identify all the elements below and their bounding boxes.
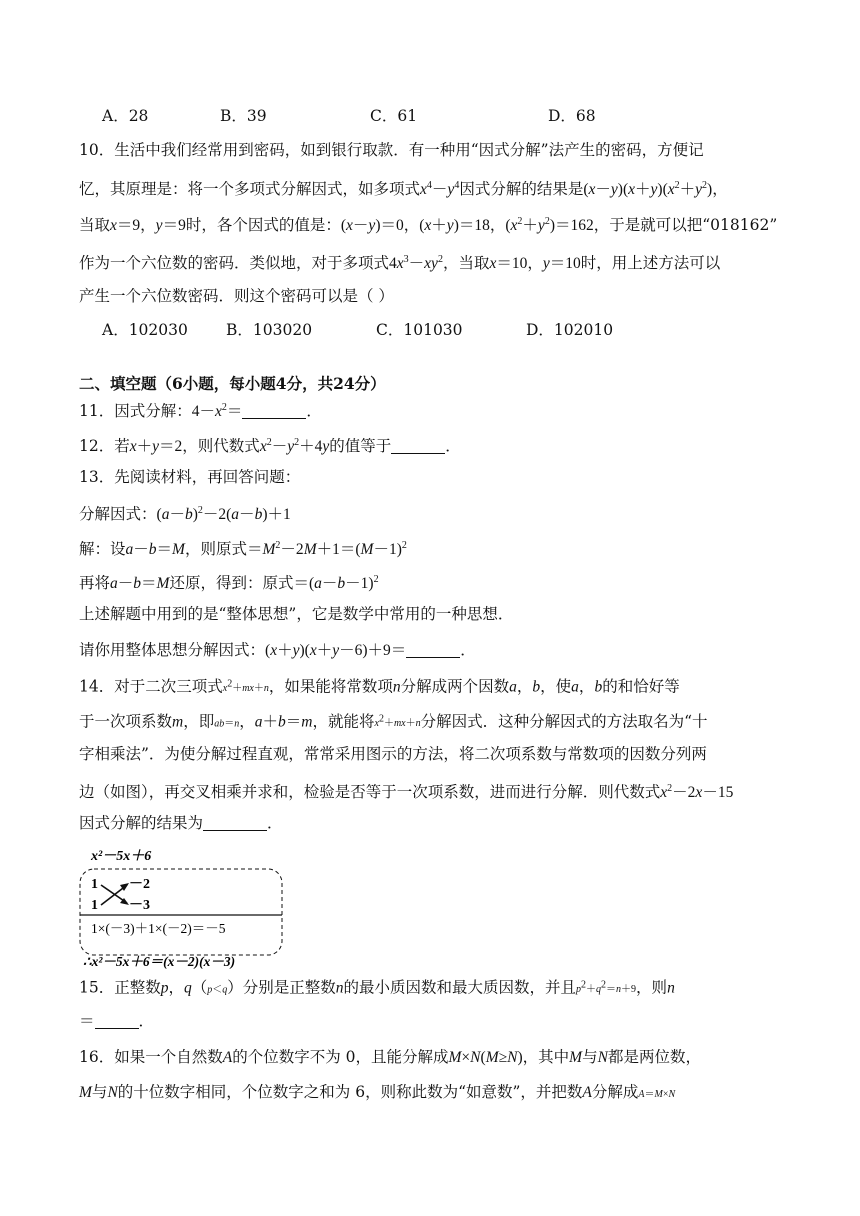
q10-line-1: 10．生活中我们经常用到密码，如到银行取款．有一种用“因式分解”法产生的密码，方便记 (79, 141, 704, 159)
math-expr: p＜q (207, 984, 228, 996)
diagram-sum: 1×(－3)＋1×(－2)＝－5 (91, 921, 226, 936)
q9-option-b[interactable]: B．39 (220, 107, 267, 125)
math-expr: a＋b＝m (254, 713, 313, 731)
math-expr: $=M^2-2M+1=(M-1)^2$ (246, 540, 407, 559)
q11-answer-blank[interactable] (242, 402, 306, 419)
math-expr: $x^2-y^2+4y$ (259, 437, 330, 456)
q16-line-2: M与N的十位数字相同，个位数字之和为 6，则称此数为“如意数”，并把数A分解成A＝M×N (79, 1083, 676, 1101)
q9-options (102, 105, 596, 127)
diagram-r2-right: －3 (129, 898, 150, 913)
q15-line-2: ＝ ． (79, 1012, 155, 1030)
q14-line-5: 因式分解的结果为 ． (79, 814, 283, 832)
q13-line-5: 上述解题中用到的是“整体思想”，它是数学中常用的一种思想． (79, 605, 514, 623)
diagram-r1-right: －2 (129, 877, 150, 892)
q10-line-2: 忆，其原理是：将一个多项式分解因式，如多项式$x^4-y^4$因式分解的结果是$(x-y)(x+y)(x^2+y^2)$， (79, 180, 728, 199)
q14-line-3: 字相乘法”．为使分解过程直观，常常采用图示的方法，将二次项系数与常数项的因数分列两 (79, 745, 707, 763)
dashed-frame (80, 869, 282, 955)
diagram-r1-left: 1 (91, 877, 98, 892)
q14-line-4: 边（如图），再交叉相乘并求和，检验是否等于一次项系数，进而进行分解．则代数式$x^2-2x-15$ (79, 783, 734, 802)
q10-option-b[interactable]: B．103020 (226, 321, 313, 339)
q14-answer-blank[interactable] (203, 814, 267, 831)
math-expr: $x^4-y^4$ (420, 180, 460, 199)
q13-line-1: 13．先阅读材料，再回答问题： (79, 468, 301, 486)
math-expr: A＝M×N (638, 1089, 676, 1100)
q14-line-2: 于一次项系数m，即ab＝n，a＋b＝m，就能将$x^2+mx+n$分解因式．这种分解因式的方法取名为“十 (79, 712, 708, 731)
q10-line-3: 当取x＝9，y＝9时，各个因式的值是：(x－y)＝0，(x＋y)＝18，$(x^2+y^2)=162$，于是就可以把“018162” (79, 216, 778, 235)
section-heading: 二、填空题（6小题，每小题4分，共24分） (79, 374, 386, 393)
q10-options (102, 319, 613, 341)
q13-line-4: 再将a－b＝M还原，得到：原式$=(a-b-1)^2$ (79, 574, 379, 593)
q15-answer-blank[interactable] (95, 1012, 139, 1029)
math-expr: $x^2-2x-15$ (660, 783, 734, 802)
math-expr: $4x^3-xy^2$ (389, 254, 443, 273)
math-expr: $=(a-b-1)^2$ (293, 574, 379, 593)
math-expr: $(x-y)(x+y)(x^2+y^2)$ (583, 180, 713, 199)
math-expr: ab＝n (214, 718, 240, 730)
math-expr: x＝10，y＝10 (489, 255, 581, 273)
q12-answer-blank[interactable] (391, 437, 445, 454)
q10-option-a[interactable]: A．102030 (102, 321, 188, 339)
q15-line-1: 15．正整数p，q（p＜q）分别是正整数n的最小质因数和最大质因数，并且$p^2+q^2=n+9$，则n (79, 978, 675, 997)
q13-answer-blank[interactable] (406, 641, 460, 658)
q13-line-3: 解：设a－b＝M，则原式$=M^2-2M+1=(M-1)^2$ (79, 540, 407, 559)
math-expr: x＝9，y＝9 (110, 217, 186, 235)
math-expr: $p^2+q^2=n+9$ (576, 980, 637, 996)
cross-multiplication-diagram (77, 845, 287, 970)
math-expr: a－b＝M (110, 575, 170, 593)
math-expr: $x^2+mx+n$ (222, 679, 269, 695)
q9-option-d[interactable]: D．68 (548, 107, 596, 125)
math-expr: a－b＝M (125, 541, 185, 559)
q12-line: 12．若x＋y＝2，则代数式$x^2-y^2+4y$的值等于 ． (79, 437, 461, 456)
q10-option-d[interactable]: D．102010 (526, 321, 614, 339)
q13-line-6: 请你用整体思想分解因式：(x＋y)(x＋y－6)＋9＝ ． (79, 641, 476, 659)
q10-option-c[interactable]: C．101030 (376, 321, 463, 339)
q9-option-c[interactable]: C．61 (370, 107, 418, 125)
q10-line-5: 产生一个六位数密码．则这个密码可以是（ ） (79, 287, 394, 305)
q14-line-1: 14．对于二次三项式$x^2+mx+n$，如果能将常数项n分解成两个因数a，b，使a，b的和恰好等 (79, 677, 680, 696)
math-expr: (x－y)＝0，(x＋y)＝18，$(x^2+y^2)=162$ (340, 216, 594, 235)
q10-line-4: 作为一个六位数的密码．类似地，对于多项式$4x^3-xy^2$，当取x＝10，y＝10时，用上述方法可以 (79, 254, 721, 273)
q16-line-1: 16．如果一个自然数A的个位数字不为 0，且能分解成M×N(M≥N)，其中M与N都是两位数， (79, 1048, 701, 1066)
math-expr: x＋y＝2 (129, 438, 183, 456)
diagram-top-expr: x²－5x＋6 (91, 849, 152, 864)
q9-option-a[interactable]: A．28 (102, 107, 149, 125)
math-expr: $(a-b)^2-2(a-b)+1$ (156, 505, 291, 524)
diagram-r2-left: 1 (91, 898, 98, 913)
q13-line-2: 分解因式：$(a-b)^2-2(a-b)+1$ (79, 505, 291, 524)
q11-line: 11．因式分解：$4-x^2=$ ． (79, 402, 322, 421)
math-expr: $x^2+mx+n$ (374, 714, 421, 730)
math-expr: M×N(M≥N) (448, 1049, 523, 1066)
math-expr: $4-x^2=$ (191, 402, 243, 421)
math-expr: (x＋y)(x＋y－6)＋9＝ (265, 642, 407, 659)
diagram-result: ∴x²－5x＋6＝(x－2)(x－3) (83, 954, 236, 969)
